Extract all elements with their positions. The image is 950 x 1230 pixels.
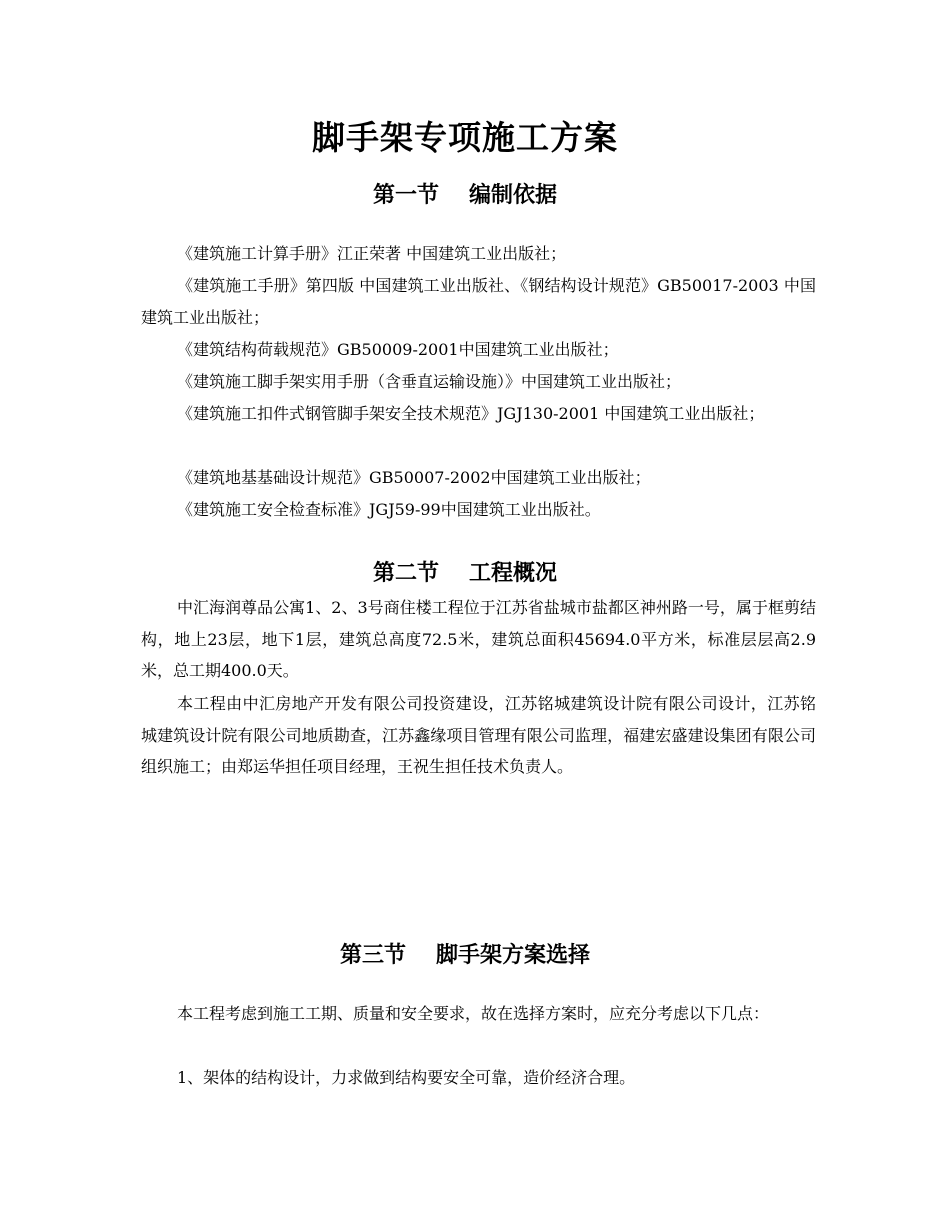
section-3-label: 第三节 bbox=[339, 942, 406, 968]
section-1-paragraph-5: 《建筑施工扣件式钢管脚手架安全技术规范》JGJ130-2001 中国建筑工业出版社； bbox=[177, 404, 765, 423]
section-1-paragraph-2: 《建筑施工手册》第四版 中国建筑工业出版社、《钢结构设计规范》GB50017-2003 中国建筑工业出版社； bbox=[141, 276, 816, 327]
section-2-title: 工程概况 bbox=[469, 560, 558, 586]
section-2-label: 第二节 bbox=[372, 560, 439, 586]
section-1-paragraph-7: 《建筑施工安全检查标准》JGJ59-99中国建筑工业出版社。 bbox=[177, 500, 601, 519]
section-3-heading bbox=[0, 938, 930, 969]
section-2-paragraph-1: 中汇海润尊品公寓1、2、3号商住楼工程位于江苏省盐城市盐都区神州路一号，属于框剪结构，地上23层，地下1层，建筑总高度72.5米，建筑总面积45694.0平方米，标准层层高2.9米，总工期400.0天。 bbox=[141, 598, 816, 680]
section-3-paragraph-1: 本工程考虑到施工工期、质量和安全要求，故在选择方案时，应充分考虑以下几点： bbox=[177, 1004, 770, 1023]
section-1-label: 第一节 bbox=[372, 182, 439, 208]
section-2-paragraph-2: 本工程由中汇房地产开发有限公司投资建设，江苏铭城建筑设计院有限公司设计，江苏铭城建筑设计院有限公司地质勘查，江苏鑫缘项目管理有限公司监理，福建宏盛建设集团有限公司组织施工；由郑运华担任项目经理，王祝生担任技术负责人。 bbox=[141, 694, 816, 776]
section-1-paragraph-4: 《建筑施工脚手架实用手册（含垂直运输设施）》中国建筑工业出版社； bbox=[177, 372, 682, 391]
document-title: 脚手架专项施工方案 bbox=[312, 118, 618, 157]
section-2-heading bbox=[0, 556, 930, 587]
section-1-paragraph-1: 《建筑施工计算手册》江正荣著 中国建筑工业出版社； bbox=[177, 244, 567, 263]
section-1-paragraph-6: 《建筑地基基础设计规范》GB50007-2002中国建筑工业出版社； bbox=[177, 468, 651, 487]
section-1-title: 编制依据 bbox=[469, 182, 558, 208]
section-3-title: 脚手架方案选择 bbox=[436, 942, 591, 968]
section-1-heading bbox=[0, 178, 930, 209]
section-3-paragraph-2: 1、架体的结构设计，力求做到结构要安全可靠，造价经济合理。 bbox=[177, 1068, 636, 1087]
section-1-paragraph-3: 《建筑结构荷载规范》GB50009-2001中国建筑工业出版社； bbox=[177, 340, 619, 359]
